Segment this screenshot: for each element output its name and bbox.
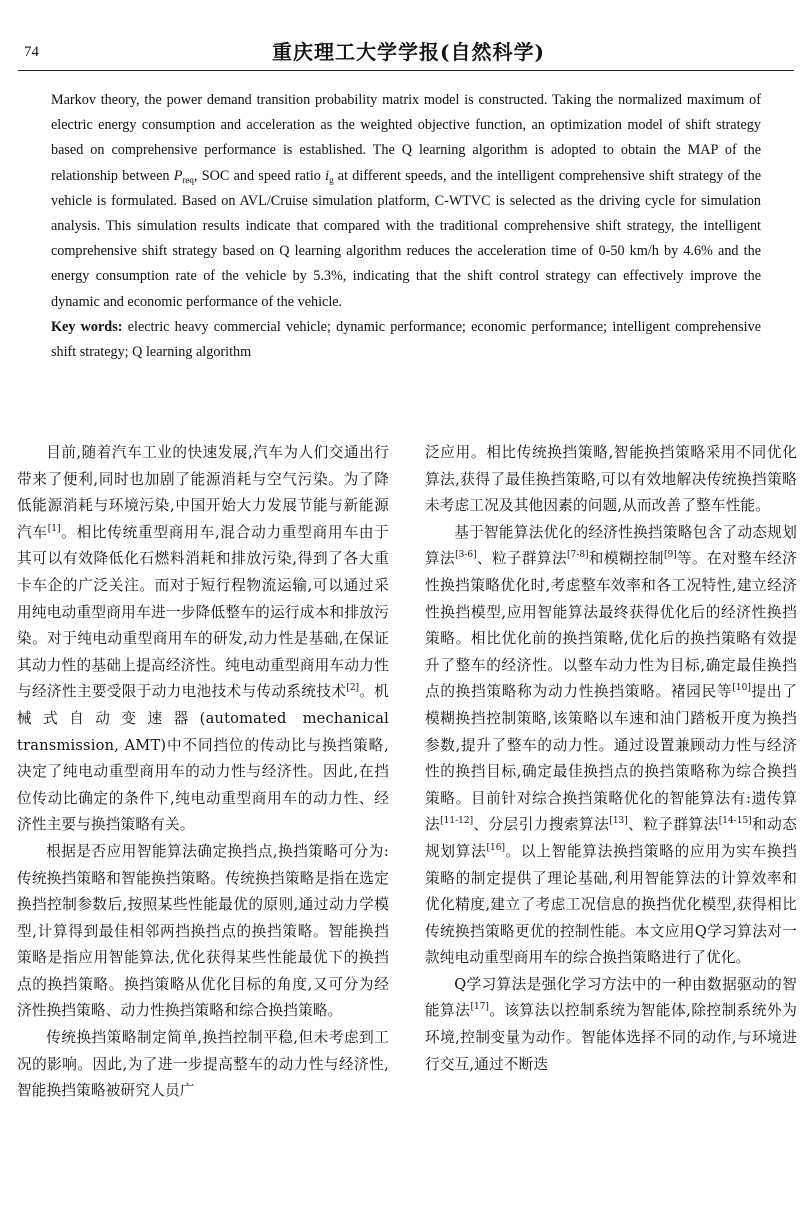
keywords bbox=[51, 315, 761, 365]
citation: [16] bbox=[486, 842, 505, 853]
text-run: 。机械式自动变速器(automated mechanical transmission, AMT)中不同挡位的传动比与换挡策略,决定了纯电动重型商用车的动力性与经济性。因此,在挡位传动比确定的条件下,纯电动重型商用车的动力性、经济性主要与换挡策略有关。 bbox=[17, 683, 389, 834]
citation: [17] bbox=[470, 1002, 489, 1013]
citation: [11-12] bbox=[440, 816, 474, 827]
text-run: Q学习算法是强化学习方法中的一种由数据驱动的智能算法 bbox=[425, 975, 797, 1020]
paragraph bbox=[17, 440, 389, 839]
abstract bbox=[51, 88, 761, 365]
i-g-symbol: i bbox=[325, 167, 330, 184]
text-run: 、粒子群算法 bbox=[476, 550, 568, 568]
p-req-symbol: P bbox=[173, 167, 183, 184]
keywords-label: Key words: bbox=[51, 318, 123, 335]
keywords-text: electric heavy commercial vehicle; dynamic performance; economic performance; intelligent comprehensive shift strategy; Q learning algorithm bbox=[51, 318, 762, 361]
text-run: 。该算法以控制系统为智能体,除控制系统外为环境,控制变量为动作。智能体选择不同的动作,与环境进行交互,通过不断迭 bbox=[425, 1002, 797, 1073]
text-run: 。以上智能算法换挡策略的应用为实车换挡策略的制定提供了理论基础,利用智能算法的计算效率和优化精度,建立了考虑工况信息的换挡优化模型,获得相比传统换挡策略更优的控制性能。本文应用Q学习算法对一款纯电动重型商用车的综合换挡策略进行了优化。 bbox=[425, 842, 797, 967]
citation: [7-8] bbox=[567, 550, 589, 561]
citation: [10] bbox=[732, 683, 751, 694]
abstract-body bbox=[51, 88, 761, 315]
abstract-text-1: Markov theory, the power demand transition probability matrix model is constructed. Taking the normalized maximum of electric energy consumption and acceleration as the weighted objective function, an optimization model of shift strategy based on comprehensive performance is established. The Q learning algorithm is adopted to obtain the MAP of the relationship between bbox=[51, 92, 761, 184]
text-run: 提出了模糊换挡控制策略,该策略以车速和油门踏板开度为换挡参数,提升了整车的动力性。通过设置兼顾动力性与经济性的换挡目标,确定最佳换挡点的换挡策略称为综合换挡策略。目前针对综合换挡策略优化的智能算法有:遗传算法 bbox=[425, 683, 797, 834]
p-req-subscript: req bbox=[182, 174, 194, 185]
citation: [13] bbox=[609, 816, 628, 827]
text-run: 、粒子群算法 bbox=[627, 816, 719, 834]
paragraph: 传统换挡策略制定简单,换挡控制平稳,但未考虑到工况的影响。因此,为了进一步提高整车的动力性与经济性,智能换挡策略被研究人员广 bbox=[17, 1029, 389, 1100]
citation: [3-6] bbox=[455, 550, 477, 561]
citation: [1] bbox=[47, 523, 61, 534]
right-column bbox=[425, 440, 797, 1078]
left-column bbox=[17, 440, 389, 1105]
text-run: 和动态规划算法 bbox=[425, 816, 797, 860]
citation: [9] bbox=[663, 550, 677, 561]
paragraph: 泛应用。相比传统换挡策略,智能换挡策略采用不同优化算法,获得了最佳换挡策略,可以有效地解决传统换挡策略未考虑工况及其他因素的问题,从而改善了整车性能。 bbox=[425, 444, 797, 515]
header-rule bbox=[18, 70, 794, 71]
text-run: 等。在对整车经济性换挡策略优化时,考虑整车效率和各工况特性,建立经济性换挡模型,应用智能算法最终获得优化后的经济性换挡策略。相比优化前的换挡策略,优化后的换挡策略有效提升了整车的经济性。以整车动力性为目标,确定最佳换挡点的换挡策略称为动力性换挡策略。褚园民等 bbox=[425, 550, 798, 701]
page-number: 74 bbox=[24, 44, 39, 60]
citation: [2] bbox=[346, 683, 360, 694]
paragraph bbox=[425, 972, 797, 1078]
text-run: 和模糊控制 bbox=[588, 550, 664, 568]
paragraph: 根据是否应用智能算法确定换挡点,换挡策略可分为:传统换挡策略和智能换挡策略。传统换挡策略是指在选定换挡控制参数后,按照某些性能最优的原则,通过动力学模型,计算得到最佳相邻两挡换挡点的换挡策略。智能换挡策略是指应用智能算法,优化获得某些性能最优下的换挡点的换挡策略。换挡策略从优化目标的角度,又可分为经济性换挡策略、动力性换挡策略和综合换挡策略。 bbox=[17, 842, 389, 1020]
abstract-text-3: at different speeds, and the intelligent comprehensive shift strategy of the vehicle is formulated. Based on AVL/Cruise simulation platform, C-WTVC is selected as the driving cycle for simulation analysis. This simulation results indicate that compared with the traditional comprehensive shift strategy, the intelligent comprehensive shift strategy based on Q learning algorithm reduces the acceleration time of 0-50 km/h by 4.6% and the energy consumption rate of the vehicle by 5.3%, indicating that the shift control strategy can effectively improve the dynamic and economic performance of the vehicle. bbox=[51, 167, 762, 310]
abstract-text-2: , SOC and speed ratio bbox=[193, 167, 326, 184]
text-run: 目前,随着汽车工业的快速发展,汽车为人们交通出行带来了便利,同时也加剧了能源消耗与空气污染。为了降低能源消耗与环境污染,中国开始大力发展节能与新能源汽车 bbox=[17, 444, 389, 541]
text-run: 基于智能算法优化的经济性换挡策略包含了动态规划算法 bbox=[425, 523, 797, 568]
i-g-subscript: g bbox=[329, 174, 334, 185]
text-run: 。相比传统重型商用车,混合动力重型商用车由于其可以有效降低化石燃料消耗和排放污染,得到了各大重卡车企的广泛关注。而对于短行程物流运输,可以通过采用纯电动重型商用车进一步降低整车的运行成本和排放污染。对于纯电动重型商用车的研发,动力性是基础,在保证其动力性的基础上提高经济性。纯电动重型商用车动力性与经济性主要受限于动力电池技术与传动系统技术 bbox=[17, 523, 390, 701]
citation: [14-15] bbox=[718, 816, 752, 827]
text-run: 、分层引力搜索算法 bbox=[473, 816, 610, 834]
paragraph bbox=[425, 520, 797, 972]
journal-title: 重庆理工大学学报(自然科学) bbox=[272, 40, 545, 64]
